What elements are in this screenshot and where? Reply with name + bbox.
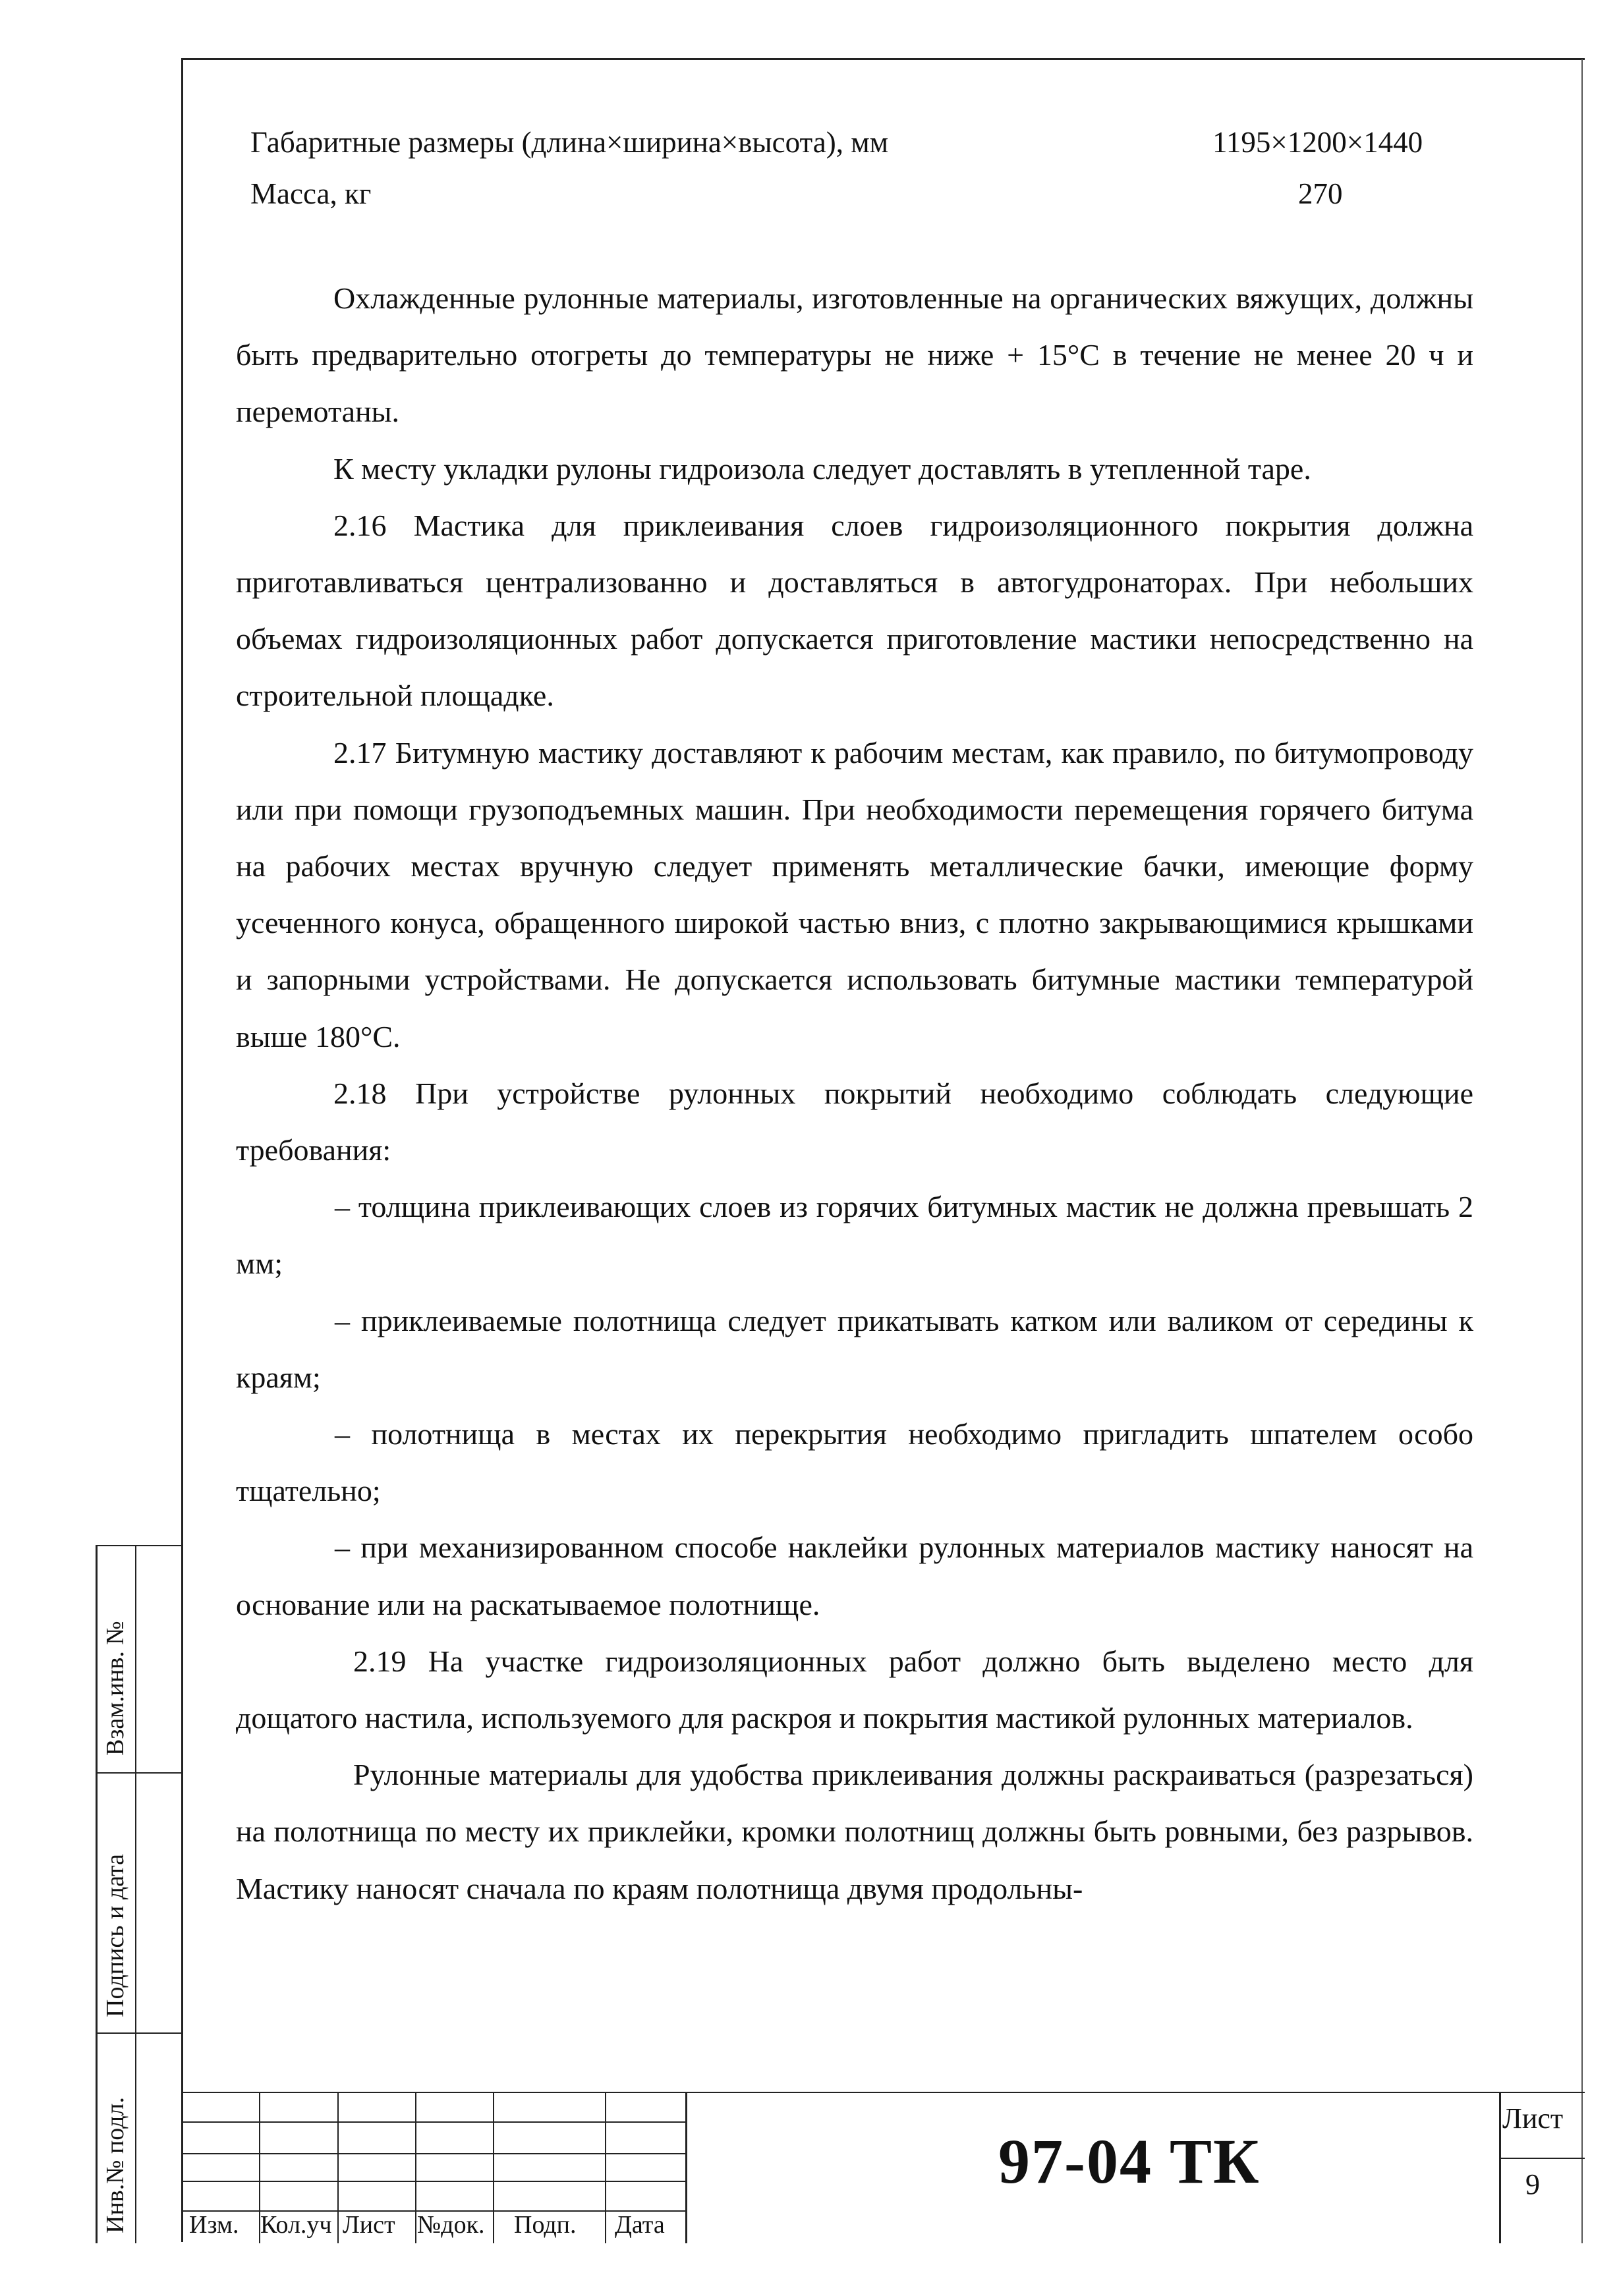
side-stamp-vzam-label: Взам.инв. № <box>101 1621 129 1756</box>
paragraph-2-19: 2.19 На участке гидроизоляционных работ должно быть выделено место для дощатого настила, используемого для раскроя и покрытия мастикой рулонных материалов. <box>236 1644 1473 1735</box>
body-text <box>236 270 1473 1917</box>
side-stamp-outer-line <box>96 1545 98 2243</box>
title-block-row-line <box>181 2181 685 2182</box>
side-stamp-divider <box>96 2032 183 2034</box>
paragraph-2-17: 2.17 Битумную мастику доставляют к рабочим местам, как правило, по битумопроводу или при помощи грузоподъемных машин. При необходимости перемещения горячего битума на рабочих местах вручную следует применять металлические бачки, имеющие форму усеченного конуса, обращенного широкой частью вниз, с плотно закрывающимися крышками и запорными устройствами. Не допускается использовать битумные мастики температурой выше 180°С. <box>236 735 1473 1053</box>
col-izm: Изм. <box>189 2211 239 2239</box>
side-stamp-signature-label: Подпись и дата <box>101 1853 129 2017</box>
paragraph: Охлажденные рулонные материалы, изготовленные на органических вяжущих, должны быть предварительно отогреты до температуры не ниже + 15°С в течение не менее 20 ч и перемотаны. <box>236 281 1473 429</box>
title-block-row-line <box>181 2153 685 2154</box>
col-kol-uch: Кол.уч <box>260 2211 332 2239</box>
list-item: – толщина приклеивающих слоев из горячих битумных мастик не должна превышать 2 мм; <box>236 1190 1473 1281</box>
side-stamp-divider <box>96 1772 183 1774</box>
paragraph: К месту укладки рулоны гидроизола следует доставлять в утепленной таре. <box>333 451 1311 486</box>
spec-mass-value: 270 <box>1298 177 1343 210</box>
title-block-top-line <box>181 2092 1585 2093</box>
paragraph-2-18: 2.18 При устройстве рулонных покрытий необходимо соблюдать следующие требования: <box>236 1076 1473 1167</box>
list-item: – при механизированном способе наклейки рулонных материалов мастику наносят на основание или на раскатываемое полотнище. <box>236 1530 1473 1621</box>
side-stamp-divider <box>96 1545 183 1546</box>
spec-mass-label: Масса, кг <box>250 177 372 210</box>
spec-dimensions-label: Габаритные размеры (длина×ширина×высота), мм <box>250 126 889 159</box>
frame-right-line <box>1581 59 1583 2243</box>
col-list: Лист <box>343 2211 395 2239</box>
title-block-col-line <box>685 2092 687 2243</box>
spec-dimensions-value: 1195×1200×1440 <box>1212 126 1423 159</box>
col-ndok: №док. <box>417 2211 485 2239</box>
side-stamp-inv-label: Инв.№ подл. <box>101 2096 129 2233</box>
frame-left-line <box>181 58 183 2242</box>
sheet-label: Лист <box>1502 2102 1564 2135</box>
paragraph: Рулонные материалы для удобства приклеивания должны раскраиваться (разрезаться) на полотнища по месту их приклейки, кромки полотнищ должны быть ровными, без разрывов. Мастику наносят сначала по краям полотнища двумя продольны- <box>236 1758 1473 1905</box>
title-block-col-line <box>493 2092 494 2243</box>
col-podp: Подп. <box>514 2211 577 2239</box>
frame-top-line <box>181 58 1585 60</box>
title-block-col-line <box>415 2092 416 2243</box>
title-block-col-line <box>605 2092 606 2243</box>
title-block-row-line <box>181 2121 685 2123</box>
sheet-cell-line <box>1499 2158 1585 2159</box>
sheet-number: 9 <box>1525 2168 1540 2200</box>
title-block-col-line <box>337 2092 339 2243</box>
document-code: 97-04 ТК <box>998 2126 1261 2197</box>
list-item: – полотнища в местах их перекрытия необходимо пригладить шпателем особо тщательно; <box>236 1417 1473 1508</box>
col-data: Дата <box>615 2211 665 2239</box>
title-block <box>181 2092 1585 2243</box>
paragraph-2-16: 2.16 Мастика для приклеивания слоев гидроизоляционного покрытия должна приготавливаться централизованно и доставляться в автогудронаторах. При небольших объемах гидроизоляционных работ допускается приготовление мастики непосредственно на строительной площадке. <box>236 508 1473 713</box>
side-stamp-inner-line <box>135 1545 136 2243</box>
title-block-col-line <box>1499 2092 1501 2243</box>
list-item: – приклеиваемые полотнища следует прикатывать катком или валиком от середины к краям; <box>236 1303 1473 1394</box>
